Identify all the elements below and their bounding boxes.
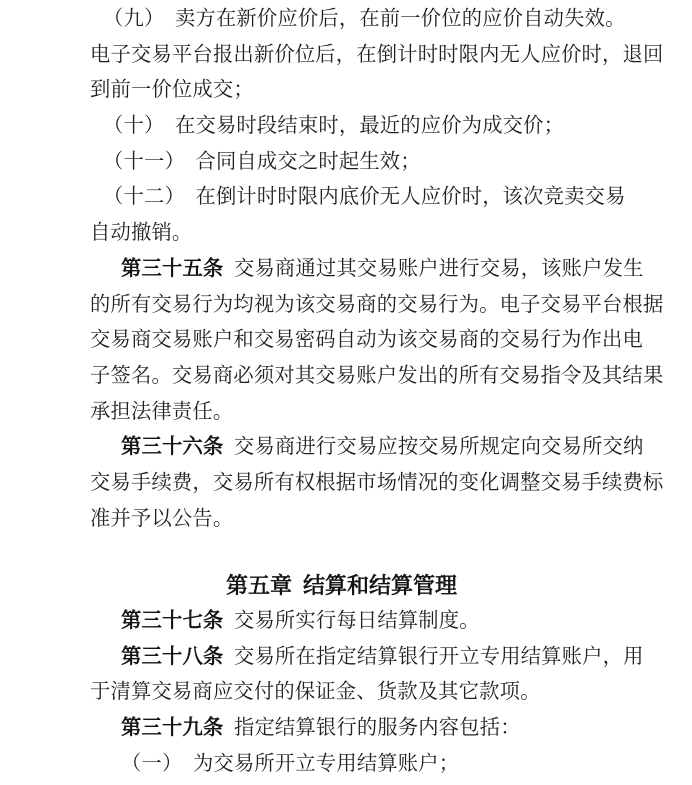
paragraph xyxy=(0,145,663,181)
paragraph-article-35 xyxy=(0,252,663,430)
line-text: 的所有交易行为均视为该交易商的交易行为。电子交易平台根据 xyxy=(90,293,664,316)
line-text: 准并予以公告。 xyxy=(90,507,234,530)
text-line xyxy=(0,640,663,676)
article-number: 第三十七条 xyxy=(121,610,224,632)
line-text: 交易商通过其交易账户进行交易，该账户发生 xyxy=(223,257,644,280)
line-text: 交易所实行每日结算制度。 xyxy=(223,610,480,632)
text-line xyxy=(0,216,663,252)
line-text: （十） 在交易时段结束时，最近的应价为成交价； xyxy=(103,115,565,138)
text-line xyxy=(0,466,663,502)
line-text: 子签名。交易商必须对其交易账户发出的所有交易指令及其结果 xyxy=(90,364,664,387)
article-number: 第三十六条 xyxy=(121,436,224,459)
text-line xyxy=(0,675,663,711)
line-text: 交易手续费，交易所有权根据市场情况的变化调整交易手续费标 xyxy=(90,471,664,494)
line-text: 到前一价位成交； xyxy=(90,79,254,102)
line-text: （一） 为交易所开立专用结算账户； xyxy=(121,752,460,775)
text-line xyxy=(0,2,663,38)
paragraph-article-37 xyxy=(0,604,663,640)
text-line xyxy=(0,323,663,359)
text-line xyxy=(0,711,663,747)
line-text: 交易所在指定结算银行开立专用结算账户，用 xyxy=(223,645,644,668)
paragraph xyxy=(0,180,663,251)
article-number: 第三十五条 xyxy=(121,257,224,280)
paragraph xyxy=(0,747,663,783)
text-line xyxy=(0,288,663,324)
line-text: （九） 卖方在新价应价后，在前一价位的应价自动失效。 xyxy=(103,8,626,30)
text-line xyxy=(0,252,663,288)
chapter-heading: 第五章 结算和结算管理 xyxy=(226,573,458,599)
text-line xyxy=(0,430,663,466)
text-line xyxy=(0,180,663,216)
text-line xyxy=(0,747,663,783)
line-text: 交易商进行交易应按交易所规定向交易所交纳 xyxy=(223,436,644,459)
paragraph-article-36 xyxy=(0,430,663,537)
text-line xyxy=(0,395,663,431)
text-line xyxy=(0,38,663,74)
text-line xyxy=(0,502,663,538)
line-text: （十一） 合同自成交之时起生效； xyxy=(103,150,421,173)
article-number: 第三十八条 xyxy=(121,645,224,668)
text-line xyxy=(0,145,663,181)
line-text: 承担法律责任。 xyxy=(90,400,234,423)
line-text: 于清算交易商应交付的保证金、货款及其它款项。 xyxy=(90,681,541,704)
text-line xyxy=(0,73,663,109)
line-text: 自动撤销。 xyxy=(90,222,193,245)
line-text: 指定结算银行的服务内容包括： xyxy=(223,717,521,740)
paragraph-article-39 xyxy=(0,711,663,747)
text-line xyxy=(0,109,663,145)
text-line xyxy=(0,359,663,395)
paragraph xyxy=(0,2,663,109)
document-content xyxy=(0,2,663,782)
paragraph-article-38 xyxy=(0,640,663,711)
line-text: 电子交易平台报出新价位后，在倒计时时限内无人应价时，退回 xyxy=(90,43,664,66)
text-line xyxy=(0,604,663,640)
article-number: 第三十九条 xyxy=(121,717,224,740)
paragraph xyxy=(0,109,663,145)
line-text: 交易商交易账户和交易密码自动为该交易商的交易行为作出电 xyxy=(90,329,643,352)
line-text: （十二） 在倒计时时限内底价无人应价时，该次竞卖交易 xyxy=(103,186,626,209)
